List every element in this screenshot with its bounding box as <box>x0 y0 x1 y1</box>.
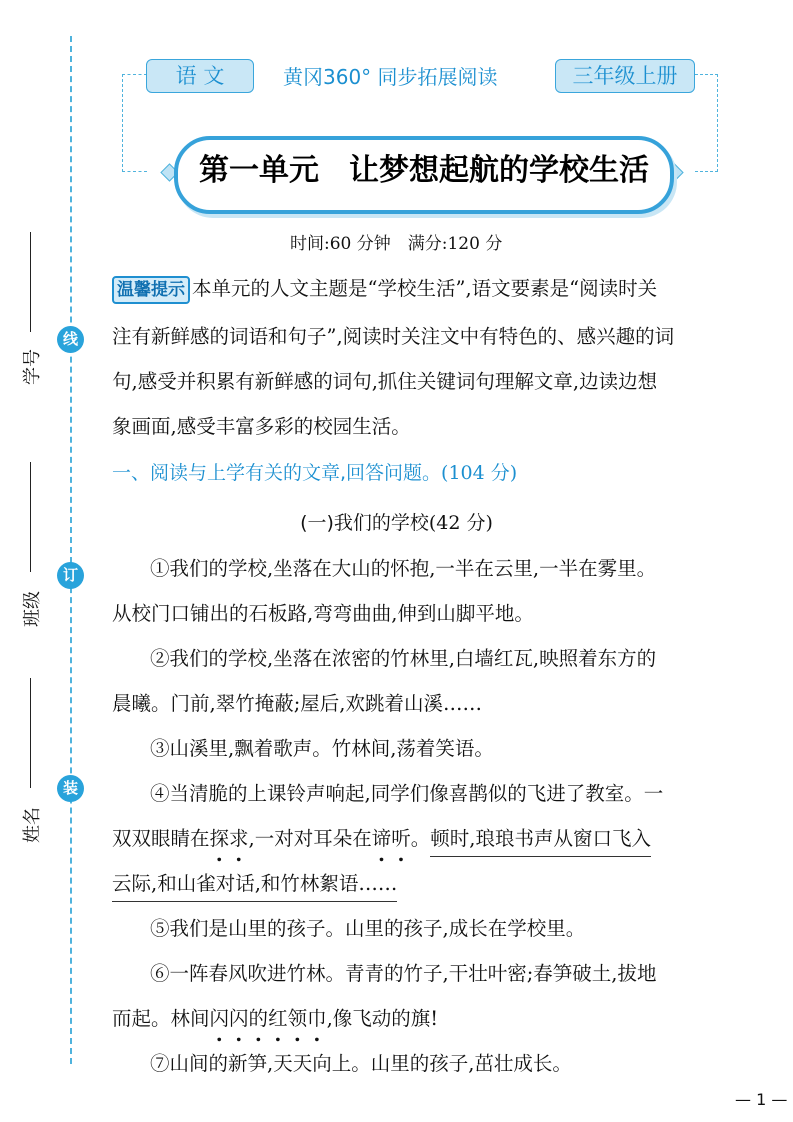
unit-title: 第一单元 让梦想起航的学校生活 <box>199 153 649 188</box>
emphasized-char: 红 <box>268 1007 288 1030</box>
passage-line: ②我们的学校,坐落在浓密的竹林里,白墙红瓦,映照着东方的 <box>150 647 657 670</box>
subject-badge: 语 文 <box>146 59 254 93</box>
binding-marker-bind: 装 <box>57 775 84 802</box>
passage-line: ⑤我们是山里的孩子。山里的孩子,成长在学校里。 <box>150 917 586 940</box>
passage-title-text: (一)我们的学校 <box>300 512 429 534</box>
tip-line: 本单元的人文主题是“学校生活”,语文要素是“阅读时关 <box>192 277 658 300</box>
page-number: — 1 — <box>735 1090 788 1109</box>
passage-line: ⑥一阵春风吹进竹林。青青的竹子,干壮叶密;春笋破土,拔地 <box>150 962 657 985</box>
section-heading-text: 一、阅读与上学有关的文章,回答问题。 <box>112 462 442 484</box>
passage-line: ⑦山间的新笋,天天向上。山里的孩子,茁壮成长。 <box>150 1052 572 1075</box>
header-dashed-bracket-left <box>122 74 147 172</box>
text-run: 而起。林间 <box>112 1007 210 1030</box>
emphasized-char: 领 <box>287 1007 308 1030</box>
tip-paragraph <box>112 266 724 311</box>
tip-badge: 温馨提示 <box>112 276 190 304</box>
header-dashed-bracket-right <box>695 74 718 172</box>
text-run: ,像飞动的旗! <box>326 1007 439 1030</box>
tip-line: 象画面,感受丰富多彩的校园生活。 <box>112 415 411 438</box>
emphasized-char: 闪 <box>229 1007 249 1030</box>
underlined-sentence: 云际,和山雀对话,和竹林絮语…… <box>112 872 397 902</box>
name-label: 姓名 <box>22 807 43 843</box>
emphasized-char: 探 <box>209 827 230 850</box>
student-id-blank[interactable] <box>30 232 31 332</box>
passage-line <box>112 1003 438 1031</box>
passage-line: ④当清脆的上课铃声响起,同学们像喜鹊似的飞进了教室。一 <box>150 782 664 805</box>
binding-marker-line: 线 <box>57 326 84 353</box>
emphasized-char: 听 <box>391 827 411 850</box>
tip-line: 注有新鲜感的词语和句子”,阅读时关注文中有特色的、感兴趣的词 <box>112 325 675 348</box>
emphasized-char: 巾 <box>307 1007 327 1030</box>
underlined-sentence: 顿时,琅琅书声从窗口飞入 <box>430 827 651 857</box>
passage-line <box>112 823 651 851</box>
text-run: 。 <box>410 827 431 850</box>
passage-points: (42 分) <box>428 512 493 534</box>
section-points: (104 分) <box>441 462 518 484</box>
binding-marker-staple: 订 <box>57 562 84 589</box>
binding-dashed-line <box>70 36 72 1064</box>
name-blank[interactable] <box>30 678 31 788</box>
emphasized-char: 谛 <box>371 827 392 850</box>
passage-line: ①我们的学校,坐落在大山的怀抱,一半在云里,一半在雾里。 <box>150 557 657 580</box>
passage-line: ③山溪里,飘着歌声。竹林间,荡着笑语。 <box>150 737 494 760</box>
passage-line <box>112 868 397 896</box>
time-and-score: 时间:60 分钟 满分:120 分 <box>290 234 503 254</box>
passage-title <box>0 508 793 535</box>
student-id-label: 学号 <box>22 349 43 385</box>
student-id-field[interactable] <box>20 232 43 385</box>
emphasized-char: 的 <box>248 1007 269 1030</box>
series-title: 黄冈360° 同步拓展阅读 <box>283 65 498 89</box>
emphasized-char: 求 <box>229 827 249 850</box>
name-field[interactable] <box>20 678 43 843</box>
text-run: ,一对对耳朵在 <box>248 827 372 850</box>
class-field[interactable] <box>20 462 43 627</box>
tip-line: 句,感受并积累有新鲜感的词句,抓住关键词句理解文章,边读边想 <box>112 370 658 393</box>
emphasized-char: 闪 <box>209 1007 230 1030</box>
passage-line: 从校门口铺出的石板路,弯弯曲曲,伸到山脚平地。 <box>112 602 534 625</box>
passage-line: 晨曦。门前,翠竹掩蔽;屋后,欢跳着山溪…… <box>112 692 482 715</box>
grade-badge: 三年级上册 <box>555 59 695 93</box>
section-heading <box>112 458 517 485</box>
text-run: 双双眼睛在 <box>112 827 210 850</box>
class-label: 班级 <box>22 591 43 627</box>
